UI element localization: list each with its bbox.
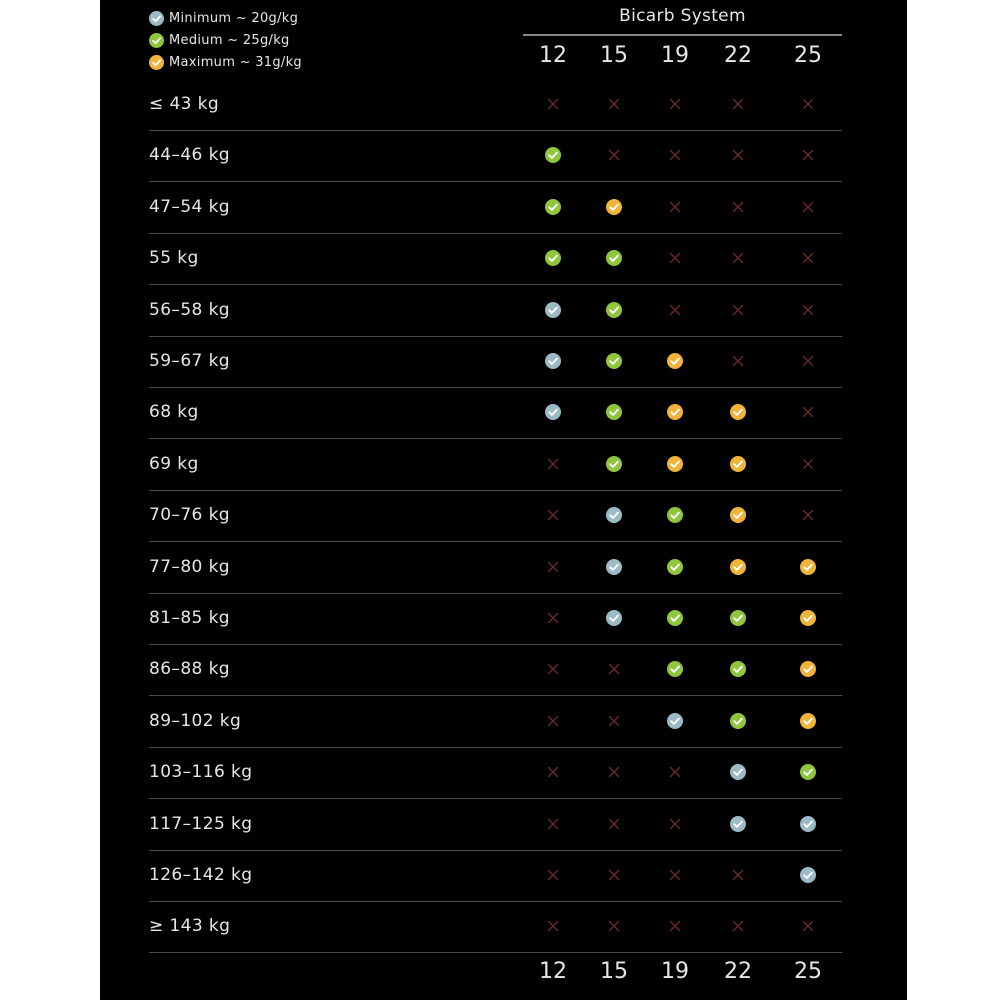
not-recommended-cross-icon [544,815,562,833]
column-label-bottom-15: 15 [600,959,628,984]
row-label: 70–76 kg [149,505,231,526]
row-divider [149,901,842,902]
not-recommended-cross-icon [799,301,817,319]
minimum-check-icon [605,506,623,524]
not-recommended-cross-icon [544,558,562,576]
maximum-check-icon [666,403,684,421]
minimum-check-icon [605,558,623,576]
row-divider [149,747,842,748]
not-recommended-cross-icon [544,917,562,935]
not-recommended-cross-icon [666,815,684,833]
not-recommended-cross-icon [799,198,817,216]
not-recommended-cross-icon [605,917,623,935]
not-recommended-cross-icon [729,352,747,370]
row-label: 81–85 kg [149,608,231,628]
not-recommended-cross-icon [799,249,817,267]
not-recommended-cross-icon [729,198,747,216]
row-divider [149,490,842,491]
maximum-check-icon [799,712,817,730]
medium-check-icon [666,660,684,678]
maximum-check-icon [729,403,747,421]
row-label: 68 kg [149,402,199,423]
not-recommended-cross-icon [605,660,623,678]
not-recommended-cross-icon [544,455,562,473]
not-recommended-cross-icon [729,917,747,935]
maximum-check-icon [605,198,623,216]
maximum-check-icon [799,558,817,576]
column-label-top-22: 22 [724,43,752,68]
row-label: 56–58 kg [149,299,231,320]
row-label: 69 kg [149,453,199,474]
medium-check-icon [544,249,562,267]
row-divider [149,798,842,799]
title-underline [523,34,842,36]
medium-check-icon [729,660,747,678]
row-label: 117–125 kg [149,813,253,834]
medium-check-icon [666,609,684,627]
minimum-check-icon [729,815,747,833]
not-recommended-cross-icon [544,660,562,678]
row-label: 89–102 kg [149,710,242,731]
minimum-check-icon [544,403,562,421]
minimum-check-icon [799,866,817,884]
chart-panel [100,0,907,1000]
medium-check-icon [605,249,623,267]
column-label-bottom-12: 12 [539,959,567,984]
medium-check-icon [666,506,684,524]
column-label-top-12: 12 [539,43,567,68]
not-recommended-cross-icon [605,763,623,781]
minimum-check-icon [605,609,623,627]
row-label: ≤ 43 kg [149,94,220,114]
row-divider [149,541,842,542]
medium-check-icon [605,455,623,473]
maximum-check-icon [799,660,817,678]
column-label-top-15: 15 [600,43,628,68]
row-divider [149,593,842,594]
not-recommended-cross-icon [729,146,747,164]
row-label: 103–116 kg [149,762,253,783]
row-divider [149,644,842,645]
minimum-check-icon [149,11,164,26]
not-recommended-cross-icon [666,917,684,935]
legend-label-minimum: Minimum ~ 20g/kg [169,10,299,26]
medium-check-icon [605,403,623,421]
row-divider [149,850,842,851]
medium-check-icon [544,198,562,216]
not-recommended-cross-icon [729,301,747,319]
not-recommended-cross-icon [544,712,562,730]
not-recommended-cross-icon [799,95,817,113]
row-label: 86–88 kg [149,659,231,680]
not-recommended-cross-icon [799,917,817,935]
minimum-check-icon [666,712,684,730]
not-recommended-cross-icon [666,249,684,267]
column-label-top-19: 19 [661,43,689,68]
row-divider [149,181,842,182]
row-label: 126–142 kg [149,865,253,885]
row-label: 44–46 kg [149,145,231,166]
maximum-check-icon [799,609,817,627]
row-label: 59–67 kg [149,351,231,371]
not-recommended-cross-icon [799,455,817,473]
not-recommended-cross-icon [544,866,562,884]
not-recommended-cross-icon [605,95,623,113]
not-recommended-cross-icon [666,146,684,164]
minimum-check-icon [544,301,562,319]
row-divider [149,284,842,285]
not-recommended-cross-icon [799,403,817,421]
medium-check-icon [605,301,623,319]
row-divider [149,336,842,337]
not-recommended-cross-icon [605,712,623,730]
row-divider [149,952,842,953]
not-recommended-cross-icon [729,95,747,113]
chart-title: Bicarb System [619,6,746,26]
not-recommended-cross-icon [666,198,684,216]
not-recommended-cross-icon [799,352,817,370]
not-recommended-cross-icon [729,249,747,267]
column-label-bottom-22: 22 [724,959,752,984]
not-recommended-cross-icon [605,146,623,164]
medium-check-icon [544,146,562,164]
not-recommended-cross-icon [605,866,623,884]
minimum-check-icon [729,763,747,781]
row-label: 47–54 kg [149,196,231,217]
row-divider [149,233,842,234]
maximum-check-icon [729,558,747,576]
row-divider [149,695,842,696]
row-divider [149,387,842,388]
legend-item-minimum [149,8,298,28]
not-recommended-cross-icon [666,301,684,319]
not-recommended-cross-icon [666,763,684,781]
row-divider [149,130,842,131]
maximum-check-icon [729,506,747,524]
legend-label-medium: Medium ~ 25g/kg [169,32,290,48]
maximum-check-icon [666,352,684,370]
not-recommended-cross-icon [666,95,684,113]
not-recommended-cross-icon [544,506,562,524]
not-recommended-cross-icon [799,506,817,524]
medium-check-icon [729,712,747,730]
row-label: ≥ 143 kg [149,916,231,937]
medium-check-icon [799,763,817,781]
not-recommended-cross-icon [544,609,562,627]
not-recommended-cross-icon [666,866,684,884]
not-recommended-cross-icon [605,815,623,833]
row-label: 77–80 kg [149,556,231,577]
medium-check-icon [149,33,164,48]
not-recommended-cross-icon [799,146,817,164]
maximum-check-icon [729,455,747,473]
minimum-check-icon [799,815,817,833]
not-recommended-cross-icon [544,95,562,113]
maximum-check-icon [149,55,164,70]
medium-check-icon [605,352,623,370]
column-label-bottom-19: 19 [661,959,689,984]
not-recommended-cross-icon [544,763,562,781]
legend-item-maximum [149,52,302,72]
column-label-top-25: 25 [794,43,822,68]
medium-check-icon [729,609,747,627]
medium-check-icon [666,558,684,576]
maximum-check-icon [666,455,684,473]
minimum-check-icon [544,352,562,370]
row-divider [149,438,842,439]
legend-label-maximum: Maximum ~ 31g/kg [169,54,302,70]
not-recommended-cross-icon [729,866,747,884]
column-label-bottom-25: 25 [794,959,822,984]
row-label: 55 kg [149,248,199,269]
legend-item-medium [149,30,290,50]
